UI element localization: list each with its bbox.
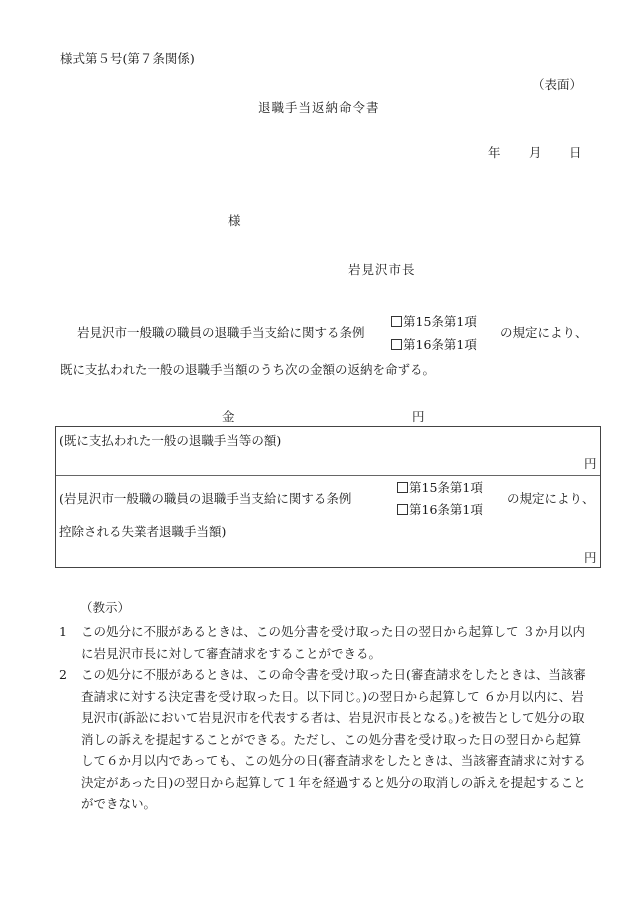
checkbox-icon (391, 316, 402, 327)
row2-option-row-1 (397, 480, 483, 496)
notice-item-number: 2 (59, 667, 67, 682)
date-month: 月 (529, 145, 542, 160)
option-2: 第16条第1項 (403, 337, 477, 352)
addressee-suffix: 様 (228, 213, 241, 228)
table-divider (56, 475, 600, 476)
date-year: 年 (488, 145, 501, 160)
row1-unit: 円 (584, 456, 597, 471)
side-label: （表面） (532, 77, 583, 92)
checkbox-icon (397, 482, 408, 493)
notice-item-number: 1 (59, 624, 67, 639)
row2-option-row-2 (397, 502, 483, 518)
option-row-1 (391, 314, 477, 330)
yen-label: 円 (412, 409, 425, 424)
checkbox-icon (397, 504, 408, 515)
option-row-2 (391, 337, 477, 353)
date-day: 日 (569, 145, 582, 160)
row2-label: 控除される失業者退職手当額) (59, 524, 227, 539)
row2-unit: 円 (584, 550, 597, 565)
form-number: 様式第５号(第７条関係) (60, 51, 195, 66)
notice-item-text: この処分に不服があるときは、この処分書を受け取った日の翌日から起算して ３か月以内に岩見沢市長に対して審査請求をすることができる。 (81, 624, 585, 661)
order-text: 既に支払われた一般の退職手当額のうち次の金額の返納を命ずる。 (60, 362, 436, 377)
issuer: 岩見沢市長 (348, 262, 416, 277)
row2-suffix: の規定により、 (507, 491, 595, 506)
kin-label: 金 (222, 409, 235, 424)
option-1: 第15条第1項 (403, 314, 477, 329)
document-title: 退職手当返納命令書 (258, 100, 380, 115)
notice-item-text: この処分に不服があるときは、この命令書を受け取った日(審査請求をしたときは、当該審査請求に対する決定書を受け取った日。以下同じ。)の翌日から起算して ６か月以内に、岩見沢市(訴訟において岩見沢市を代表する者は、岩見沢市長となる。)を被告として処分の取消しの訴えを提起することができる。ただし、この処分書を受け取った日の翌日から起算して６か月以内であっても、この処分の日(審査請求をしたときは、当該審査請求に対する決定があった日)の翌日から起算して１年を経過すると処分の取消しの訴えを提起することができない。 (81, 667, 586, 811)
row1-label: (既に支払われた一般の退職手当等の額) (59, 433, 282, 448)
notice-item (59, 664, 587, 815)
row2-prefix: (岩見沢市一般職の職員の退職手当支給に関する条例 (59, 491, 352, 506)
notice-heading: （教示） (80, 600, 131, 615)
provision-suffix: の規定により、 (500, 325, 588, 340)
notice-list (59, 621, 587, 815)
row2-option-1: 第15条第1項 (409, 480, 483, 495)
notice-item (59, 621, 587, 664)
row2-option-2: 第16条第1項 (409, 502, 483, 517)
checkbox-icon (391, 339, 402, 350)
ordinance-text: 岩見沢市一般職の職員の退職手当支給に関する条例 (77, 325, 365, 340)
